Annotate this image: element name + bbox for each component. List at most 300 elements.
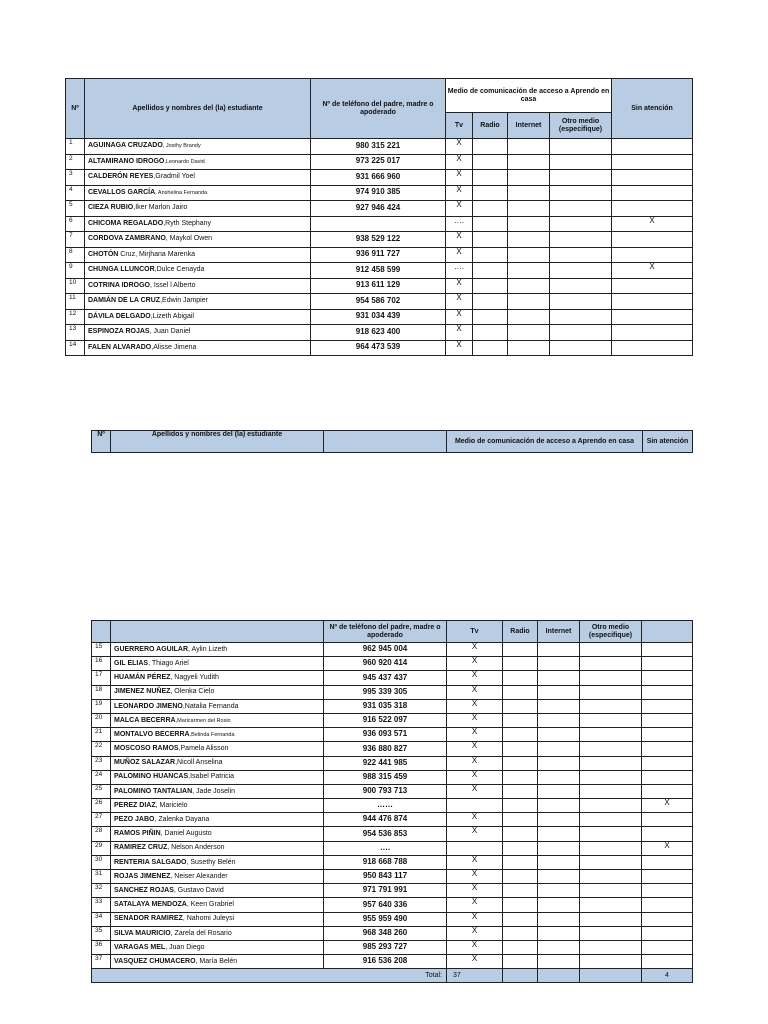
radio-mark: [503, 884, 538, 898]
student-given-name: ,Lizeth Abigail: [150, 312, 194, 320]
otro-medio-mark: [550, 294, 612, 310]
radio-mark: [473, 154, 508, 170]
student-given-name: ,Pamela Alisson: [178, 745, 229, 753]
otro-medio-mark: [550, 263, 612, 279]
internet-mark: [538, 784, 580, 798]
student-name: [85, 325, 311, 341]
sin-atencion-mark: [612, 325, 693, 341]
tv-mark: X: [447, 813, 503, 827]
table-row: [92, 756, 693, 770]
student-surname: SATALAYA MENDOZA: [114, 901, 187, 909]
row-number: 22: [92, 742, 111, 756]
student-surname: MUÑOZ SALAZAR: [114, 759, 176, 767]
sin-atencion-mark: [642, 813, 693, 827]
tv-mark: X: [447, 770, 503, 784]
internet-mark: [508, 340, 550, 356]
tv-mark: X: [447, 643, 503, 657]
row-number: 36: [92, 940, 111, 954]
table-row: [66, 232, 693, 248]
row-number: 26: [92, 799, 111, 813]
student-surname: GIL ELIAS: [114, 659, 149, 667]
header-sin-atencion: Sin atención: [643, 431, 693, 453]
internet-mark: [538, 643, 580, 657]
row-number: 28: [92, 827, 111, 841]
radio-mark: [473, 216, 508, 232]
row-number: 16: [92, 657, 111, 671]
internet-mark: [508, 170, 550, 186]
student-given-name: , Thiago Ariel: [148, 659, 189, 667]
otro-medio-mark: [550, 325, 612, 341]
table-row: [92, 713, 693, 727]
students-table-2-header: [91, 430, 693, 453]
radio-mark: [473, 263, 508, 279]
student-given-name: , Nahomi Juleysi: [182, 915, 235, 923]
student-name: [85, 154, 311, 170]
row-number: 18: [92, 685, 111, 699]
table-row: [66, 170, 693, 186]
table-row: [92, 742, 693, 756]
row-number: 1: [66, 139, 85, 155]
header-phone: [324, 431, 447, 453]
radio-mark: [473, 170, 508, 186]
radio-mark: [503, 671, 538, 685]
radio-mark: [503, 784, 538, 798]
internet-mark: [538, 870, 580, 884]
student-surname: GUERRERO AGUILAR: [114, 645, 189, 653]
student-surname: CORDOVA ZAMBRANO: [88, 235, 166, 243]
student-name: [111, 855, 324, 869]
tv-mark: X: [446, 185, 473, 201]
tv-mark: X: [446, 232, 473, 248]
phone-number: ……: [324, 799, 447, 813]
sin-atencion-mark: X: [612, 263, 693, 279]
internet-mark: [538, 699, 580, 713]
student-surname: PALOMINO TANTALIAN: [114, 787, 193, 795]
table-row: [92, 770, 693, 784]
phone-number: 995 339 305: [324, 685, 447, 699]
tv-mark: X: [447, 870, 503, 884]
student-surname: CHICOMA REGALADO: [88, 219, 164, 227]
student-name: [111, 912, 324, 926]
student-name: [85, 139, 311, 155]
row-number: 10: [66, 278, 85, 294]
student-given-name: ,Belinda Fernanda: [189, 731, 235, 738]
student-given-name: , Nagyeli Yudith: [170, 674, 219, 682]
student-surname: CIEZA RUBIO: [88, 204, 134, 212]
tv-mark: X: [446, 247, 473, 263]
row-number: 31: [92, 870, 111, 884]
radio-mark: [503, 912, 538, 926]
otro-medio-mark: [580, 713, 642, 727]
phone-number: 936 880 827: [324, 742, 447, 756]
header-phone: Nº de teléfono del padre, madre o apoderado: [324, 621, 447, 643]
student-given-name: Cruz, Mirjhana Marenka: [118, 250, 195, 258]
tv-mark: X: [447, 912, 503, 926]
row-number: 6: [66, 216, 85, 232]
internet-mark: [508, 201, 550, 217]
phone-number: 988 315 459: [324, 770, 447, 784]
student-given-name: , Issel l Alberto: [149, 281, 196, 289]
phone-number: 913 611 129: [311, 278, 446, 294]
row-number: 23: [92, 756, 111, 770]
otro-medio-mark: [580, 742, 642, 756]
sin-atencion-mark: X: [612, 216, 693, 232]
otro-medio-mark: [580, 643, 642, 657]
header-internet: Internet: [538, 621, 580, 643]
tv-mark: X: [447, 657, 503, 671]
student-given-name: , Olenka Cielo: [170, 688, 215, 696]
otro-medio-mark: [580, 671, 642, 685]
phone-number: 927 946 424: [311, 201, 446, 217]
phone-number: 916 522 097: [324, 713, 447, 727]
otro-medio-mark: [580, 699, 642, 713]
row-number: 32: [92, 884, 111, 898]
student-given-name: ,Nicoll Anselina: [175, 759, 223, 767]
header-tv: Tv: [447, 621, 503, 643]
sin-atencion-mark: [612, 294, 693, 310]
radio-mark: [503, 898, 538, 912]
student-surname: LEONARDO JIMENO: [114, 702, 183, 710]
otro-medio-mark: [580, 827, 642, 841]
student-surname: MALCA BECERRA: [114, 716, 176, 724]
internet-mark: [508, 294, 550, 310]
header-radio: Radio: [503, 621, 538, 643]
phone-number: 960 920 414: [324, 657, 447, 671]
student-name: [85, 201, 311, 217]
student-given-name: , Maricielo: [155, 801, 188, 809]
internet-mark: [538, 713, 580, 727]
student-surname: RAMOS PIÑIN: [114, 830, 161, 838]
student-name: [111, 713, 324, 727]
student-given-name: ,Alisse Jimena: [151, 343, 197, 351]
radio-mark: [503, 827, 538, 841]
student-name: [111, 870, 324, 884]
row-number: 21: [92, 728, 111, 742]
phone-number: 918 668 788: [324, 855, 447, 869]
phone-number: 938 529 122: [311, 232, 446, 248]
tv-mark: X: [447, 926, 503, 940]
student-name: [111, 643, 324, 657]
phone-number: 964 473 539: [311, 340, 446, 356]
table-row: [92, 813, 693, 827]
students-table-3: [91, 620, 693, 983]
phone-number: 957 640 336: [324, 898, 447, 912]
radio-mark: [503, 742, 538, 756]
internet-mark: [538, 742, 580, 756]
student-surname: SANCHEZ ROJAS: [114, 886, 174, 894]
total-tv: 37: [447, 969, 503, 983]
internet-mark: [538, 728, 580, 742]
student-surname: PEZO JABO: [114, 816, 155, 823]
student-name: [85, 185, 311, 201]
tv-mark: X: [446, 139, 473, 155]
otro-medio-mark: [550, 216, 612, 232]
student-name: [111, 955, 324, 969]
sin-atencion-mark: [612, 139, 693, 155]
tv-mark: X: [446, 340, 473, 356]
student-surname: DAMIÁN DE LA CRUZ: [88, 297, 161, 305]
sin-atencion-mark: [642, 742, 693, 756]
sin-atencion-mark: [612, 340, 693, 356]
table-row: [66, 263, 693, 279]
student-given-name: ,Iker Marlon Jairo: [133, 204, 188, 212]
otro-medio-mark: [580, 728, 642, 742]
student-name: [85, 309, 311, 325]
otro-medio-mark: [550, 232, 612, 248]
sin-atencion-mark: [642, 643, 693, 657]
student-surname: VARAGAS MEL: [114, 943, 166, 951]
phone-number: 931 034 439: [311, 309, 446, 325]
student-name: [111, 728, 324, 742]
student-name: [111, 657, 324, 671]
otro-medio-mark: [580, 870, 642, 884]
student-name: [111, 827, 324, 841]
student-given-name: , Susethy Belén: [186, 858, 236, 866]
student-surname: CALDERÓN REYES: [88, 173, 154, 181]
student-surname: PEREZ DIAZ: [114, 801, 156, 809]
sin-atencion-mark: [642, 898, 693, 912]
phone-number: 931 666 960: [311, 170, 446, 186]
sin-atencion-mark: [642, 728, 693, 742]
phone-number: 944 476 874: [324, 813, 447, 827]
table-row: [66, 278, 693, 294]
phone-number: [311, 216, 446, 232]
table-row: [66, 154, 693, 170]
tv-mark: X: [446, 170, 473, 186]
total-sin-atencion: 4: [642, 969, 693, 983]
tv-mark: X: [446, 294, 473, 310]
table-row: [92, 643, 693, 657]
table-row: [92, 699, 693, 713]
student-given-name: , Zarela del Rosario: [170, 929, 232, 937]
otro-medio-mark: [550, 340, 612, 356]
otro-medio-mark: [550, 170, 612, 186]
radio-mark: [473, 340, 508, 356]
student-surname: FALEN ALVARADO: [88, 343, 152, 351]
otro-medio-mark: [580, 955, 642, 969]
otro-medio-mark: [550, 309, 612, 325]
student-name: [111, 940, 324, 954]
table-row: [66, 247, 693, 263]
radio-mark: [473, 232, 508, 248]
tv-mark: X: [447, 728, 503, 742]
phone-number: 962 945 004: [324, 643, 447, 657]
table-row: [92, 827, 693, 841]
tv-mark: X: [447, 685, 503, 699]
table-row: [66, 139, 693, 155]
student-name: [85, 170, 311, 186]
radio-mark: [503, 685, 538, 699]
radio-mark: [503, 940, 538, 954]
otro-medio-mark: [580, 912, 642, 926]
header-medio: Medio de comunicación de acceso a Aprendo en casa: [446, 79, 612, 113]
tv-mark: [447, 799, 503, 813]
phone-number: 950 843 117: [324, 870, 447, 884]
row-number: 27: [92, 813, 111, 827]
sin-atencion-mark: [642, 671, 693, 685]
tv-mark: [447, 841, 503, 855]
tv-mark: X: [447, 940, 503, 954]
table-row: [66, 340, 693, 356]
phone-number: 918 623 400: [311, 325, 446, 341]
phone-number: 985 293 727: [324, 940, 447, 954]
student-surname: SILVA MAURICIO: [114, 929, 171, 937]
radio-mark: [503, 657, 538, 671]
table-row: [92, 940, 693, 954]
row-number: 7: [66, 232, 85, 248]
table-row: [92, 870, 693, 884]
header-sin-atencion: Sin atención: [612, 79, 693, 139]
tv-mark: X: [447, 784, 503, 798]
internet-mark: [508, 185, 550, 201]
student-given-name: , Daniel Augusto: [160, 830, 212, 838]
sin-atencion-mark: [642, 713, 693, 727]
phone-number: 973 225 017: [311, 154, 446, 170]
header-internet: Internet: [508, 113, 550, 139]
student-name: [85, 340, 311, 356]
student-given-name: , Josthy Brandy: [162, 143, 201, 150]
student-given-name: ,Maricarmen del Rosio: [175, 717, 231, 724]
student-given-name: ,Isabel Patricia: [188, 773, 235, 781]
sin-atencion-mark: [642, 770, 693, 784]
phone-number: 968 348 260: [324, 926, 447, 940]
otro-medio-mark: [580, 770, 642, 784]
tv-mark: ….: [446, 216, 473, 232]
table-row: [92, 799, 693, 813]
row-number: 30: [92, 855, 111, 869]
internet-mark: [508, 263, 550, 279]
student-name: [111, 813, 324, 827]
table-row: [92, 955, 693, 969]
table-row: [66, 201, 693, 217]
student-given-name: , Juan Daniel: [149, 328, 191, 336]
tv-mark: X: [447, 955, 503, 969]
student-name: [111, 898, 324, 912]
sin-atencion-mark: [612, 201, 693, 217]
sin-atencion-mark: [642, 926, 693, 940]
radio-mark: [503, 728, 538, 742]
student-name: [85, 278, 311, 294]
student-given-name: ,Edwin Jampier: [160, 297, 208, 305]
internet-mark: [538, 926, 580, 940]
table-row: [92, 728, 693, 742]
internet-mark: [538, 813, 580, 827]
student-name: [85, 294, 311, 310]
otro-medio-mark: [580, 898, 642, 912]
row-number: 12: [66, 309, 85, 325]
radio-mark: [473, 325, 508, 341]
tv-mark: X: [446, 278, 473, 294]
row-number: 11: [66, 294, 85, 310]
internet-mark: [508, 139, 550, 155]
tv-mark: X: [447, 898, 503, 912]
total-label: Total:: [92, 969, 447, 983]
student-surname: PALOMINO HUANCAS: [114, 773, 189, 781]
header-student-name: Apellidos y nombres del (la) estudiante: [85, 79, 311, 139]
table-row: [66, 185, 693, 201]
phone-number: 912 458 599: [311, 263, 446, 279]
sin-atencion-mark: [612, 185, 693, 201]
radio-mark: [503, 756, 538, 770]
table-row: [92, 855, 693, 869]
header-student-name: [111, 621, 324, 643]
internet-mark: [538, 827, 580, 841]
student-given-name: ,Leonardo David: [164, 158, 205, 165]
tv-mark: X: [447, 756, 503, 770]
students-table-1: [65, 78, 693, 356]
student-surname: MONTALVO BECERRA: [114, 730, 190, 738]
internet-mark: [538, 855, 580, 869]
phone-number: 900 793 713: [324, 784, 447, 798]
otro-medio-mark: [580, 926, 642, 940]
internet-mark: [538, 841, 580, 855]
student-surname: MOSCOSO RAMOS: [114, 745, 179, 753]
row-number: 17: [92, 671, 111, 685]
table-row: [92, 912, 693, 926]
tv-mark: X: [447, 671, 503, 685]
row-number: 29: [92, 841, 111, 855]
sin-atencion-mark: [642, 870, 693, 884]
student-given-name: ,Gradmil Yoel: [153, 173, 195, 181]
student-surname: CHOTÓN: [88, 250, 119, 258]
table-row: [66, 325, 693, 341]
student-name: [111, 926, 324, 940]
tv-mark: X: [447, 884, 503, 898]
radio-mark: [503, 643, 538, 657]
tv-mark: X: [447, 742, 503, 756]
otro-medio-mark: [580, 884, 642, 898]
tv-mark: X: [447, 855, 503, 869]
phone-number: 954 536 853: [324, 827, 447, 841]
otro-medio-mark: [550, 247, 612, 263]
sin-atencion-mark: [642, 912, 693, 926]
row-number: 3: [66, 170, 85, 186]
student-surname: RENTERIA SALGADO: [114, 858, 187, 866]
phone-number: 936 911 727: [311, 247, 446, 263]
header-medio: Medio de comunicación de acceso a Aprendo en casa: [447, 431, 643, 453]
table-row: [92, 841, 693, 855]
otro-medio-mark: [580, 657, 642, 671]
student-name: [111, 685, 324, 699]
row-number: 8: [66, 247, 85, 263]
phone-number: 931 035 318: [324, 699, 447, 713]
student-given-name: , Maykol Owen: [165, 235, 213, 243]
student-surname: HUAMÁN PÉREZ: [114, 674, 171, 682]
row-number: 34: [92, 912, 111, 926]
phone-number: 980 315 221: [311, 139, 446, 155]
row-number: 13: [66, 325, 85, 341]
phone-number: ….: [324, 841, 447, 855]
otro-medio-mark: [580, 685, 642, 699]
student-name: [111, 884, 324, 898]
row-number: 9: [66, 263, 85, 279]
internet-mark: [508, 309, 550, 325]
radio-mark: [503, 870, 538, 884]
radio-mark: [503, 713, 538, 727]
internet-mark: [538, 940, 580, 954]
otro-medio-mark: [550, 278, 612, 294]
radio-mark: [503, 841, 538, 855]
row-number: 2: [66, 154, 85, 170]
otro-medio-mark: [580, 799, 642, 813]
student-name: [111, 699, 324, 713]
internet-mark: [508, 154, 550, 170]
radio-mark: [473, 309, 508, 325]
row-number: 20: [92, 713, 111, 727]
table-row: [66, 309, 693, 325]
row-number: 35: [92, 926, 111, 940]
table-row: [92, 884, 693, 898]
